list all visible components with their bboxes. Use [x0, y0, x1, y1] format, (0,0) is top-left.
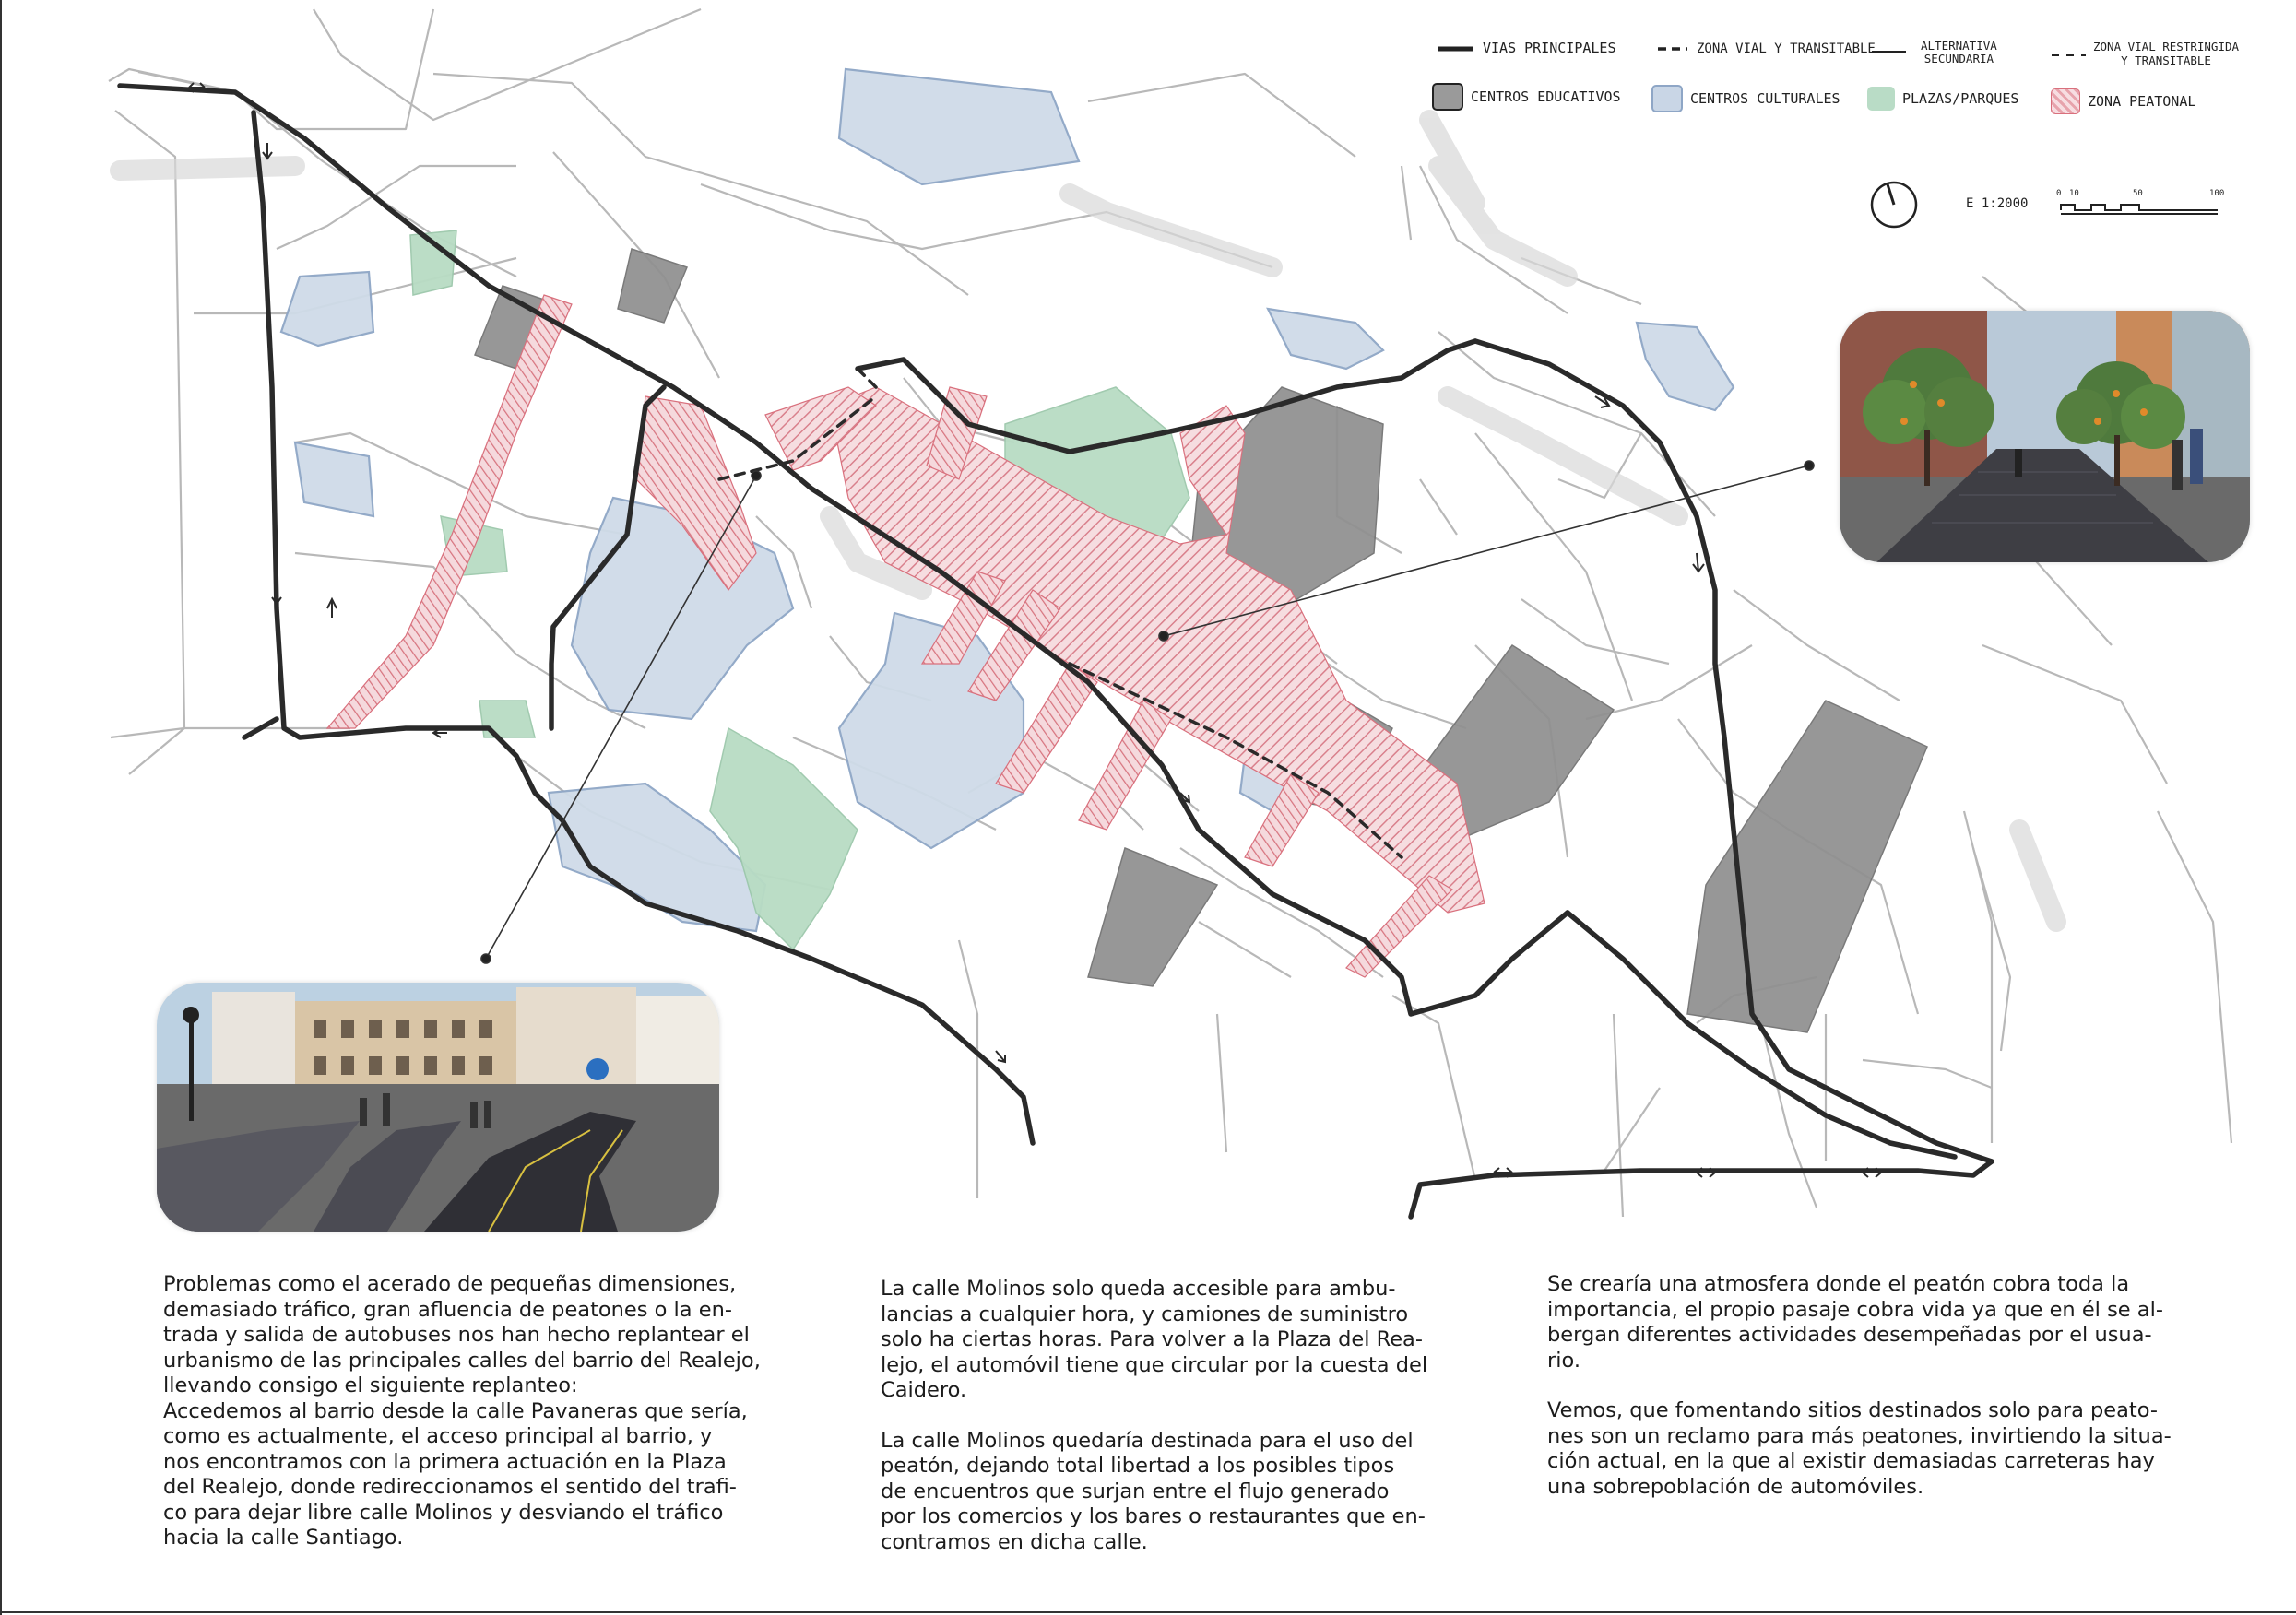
scale-bar-icon	[2061, 205, 2218, 214]
paragraph: La calle Molinos quedaría destinada para el uso del peatón, dejando total libertad a los posibles tipos de encuentros que surjan entre el flujo generado por los comercios y los bares o restaurantes que en- contramos en dicha calle.	[881, 1428, 1426, 1554]
photo-plaza-realejo-drawing	[157, 983, 719, 1232]
legend-zona-restringida	[2093, 40, 2239, 67]
paragraph: Vemos, que fomentando sitios destinados solo para peato- nes son un reclamo para más peatones, invirtiendo la situa- ción actual, en la que al existir demasiadas carreteras hay una sobrepoblación de automóviles.	[1547, 1398, 2172, 1499]
text-column-1	[163, 1272, 772, 1576]
scale-tick-50	[2133, 189, 2143, 198]
paragraph: Se crearía una atmosfera donde el peatón cobra toda la importancia, el propio pasaje cobra vida ya que en él se al- bergan diferentes actividades desempeñadas por el usua- rio.	[1547, 1272, 2163, 1373]
scale-tick-50-label: 50	[2133, 189, 2143, 198]
scale-tick-0-label: 0	[2056, 189, 2062, 198]
swatch-educativos	[1432, 83, 1463, 111]
swatch-peatonal	[2051, 88, 2080, 114]
legend-centros-educativos	[1432, 83, 1621, 111]
photo-calle-molinos	[1840, 311, 2250, 562]
photo-plaza-realejo	[157, 983, 719, 1232]
swatch-plazas	[1867, 87, 1895, 111]
legend-alternativa	[1921, 40, 1997, 65]
scale-label	[1966, 196, 2028, 211]
legend-culturales-label: CENTROS CULTURALES	[1690, 90, 1840, 107]
legend-alternativa-label: ALTERNATIVA SECUNDARIA	[1921, 39, 1997, 65]
legend-educativos-label: CENTROS EDUCATIVOS	[1471, 88, 1621, 105]
scale-tick-10	[2069, 189, 2079, 198]
legend-centros-culturales	[1651, 85, 1840, 112]
legend-zona-peatonal	[2051, 88, 2195, 114]
legend-plazas	[1867, 87, 2018, 111]
scale-tick-0	[2056, 189, 2061, 198]
legend-peatonal-label: ZONA PEATONAL	[2088, 93, 2196, 110]
sheet-border-bottom	[0, 1611, 2296, 1613]
legend-zona-vial	[1697, 41, 1876, 56]
scale-tick-100	[2209, 189, 2224, 198]
photo-calle-molinos-drawing	[1840, 311, 2250, 562]
paragraph: La calle Molinos solo queda accesible para ambu- lancias a cualquier hora, y camiones de suministro solo ha ciertas horas. Para volver a la Plaza del Rea- lejo, el automóvil tiene que circular por la cuesta del Caidero.	[881, 1277, 1428, 1402]
paragraph: Problemas como el acerado de pequeñas dimensiones, demasiado tráfico, gran afluencia de peatones o la en- trada y salida de autobuses nos han hecho replantear el urbanismo de las principales calles del barrio del Realejo, llevando consigo el siguiente replanteo: Accedemos al barrio desde la calle Pavaneras que sería, como es actualmente, el acceso principal al barrio, y nos encontramos con la primera actuación en la Plaza del Realejo, donde redireccionamos el sentido del trafi- co para dejar libre calle Molinos y desviando el tráfico hacia la calle Santiago.	[163, 1272, 761, 1550]
legend-zona-restringida-label: ZONA VIAL RESTRINGIDA Y TRANSITABLE	[2093, 40, 2240, 67]
north-arrow-icon	[1872, 183, 1916, 227]
legend-vias-principales-label: VIAS PRINCIPALES	[1483, 40, 1616, 56]
legend-zona-vial-label: ZONA VIAL Y TRANSITABLE	[1697, 41, 1876, 56]
scale-label-text: E 1:2000	[1966, 196, 2029, 211]
text-column-3	[1547, 1272, 2193, 1525]
swatch-culturales	[1651, 85, 1683, 112]
sheet-border-left	[0, 0, 2, 1615]
legend-plazas-label: PLAZAS/PARQUES	[1902, 90, 2019, 107]
text-column-2	[881, 1277, 1452, 1580]
legend-vias-principales	[1483, 40, 1616, 56]
scale-tick-10-label: 10	[2069, 189, 2079, 198]
scale-tick-100-label: 100	[2209, 189, 2225, 198]
